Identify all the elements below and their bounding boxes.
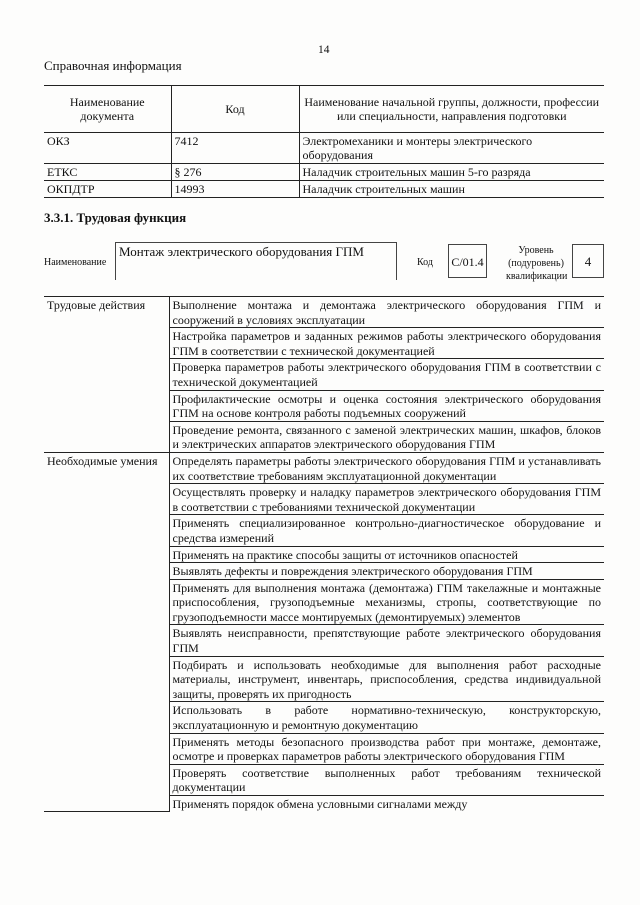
item-cell: Осуществлять проверку и наладку параметров электрического оборудования ГПМ в соответствии с требованиями технической документации [169, 484, 604, 515]
item-cell: Проверка параметров работы электрического оборудования ГПМ в соответствии с технической документацией [169, 359, 604, 390]
item-cell: Применять методы безопасного производства работ при монтаже, демонтаже, осмотре и проверках параметров работы электрического оборудования ГПМ [169, 733, 604, 764]
section-title: 3.3.1. Трудовая функция [44, 210, 187, 225]
item-cell: Настройка параметров и заданных режимов работы электрического оборудования ГПМ в соответствии с технической документацией [169, 328, 604, 359]
page-number: 14 [318, 44, 330, 56]
document-cell: ОКПДТР [44, 181, 171, 198]
table-row [44, 133, 604, 164]
qualification-level-label: Уровень (подуровень) квалификации [506, 245, 568, 282]
item-cell: Применять порядок обмена условными сигналами между [169, 796, 604, 812]
item-cell: Применять на практике способы защиты от источников опасностей [169, 546, 604, 563]
document-cell: ОКЗ [44, 133, 171, 164]
column-header-document: Наименование документа [44, 86, 171, 133]
table-row [44, 164, 604, 181]
table-row [44, 297, 604, 328]
group-title: Трудовые действия [44, 297, 169, 453]
code-cell: 14993 [171, 181, 299, 198]
item-cell: Выявлять неисправности, препятствующие работе электрического оборудования ГПМ [169, 625, 604, 656]
reference-table [44, 85, 604, 198]
function-name: Монтаж электрического оборудования ГПМ [115, 242, 397, 280]
table-row [44, 452, 604, 483]
name-cell: Электромеханики и монтеры электрического оборудования [299, 133, 604, 164]
item-cell: Использовать в работе нормативно-техническую, конструкторскую, эксплуатационную и ремонтную документацию [169, 702, 604, 733]
item-cell: Выявлять дефекты и повреждения электрического оборудования ГПМ [169, 563, 604, 580]
item-cell: Проведение ремонта, связанного с заменой электрических машин, шкафов, блоков и электрических аппаратов электрического оборудования ГПМ [169, 421, 604, 452]
column-header-name: Наименование начальной группы, должности, профессии или специальности, направления подготовки [299, 86, 604, 133]
document-cell: ЕТКС [44, 164, 171, 181]
code-cell: § 276 [171, 164, 299, 181]
function-name-label: Наименование [44, 257, 107, 268]
table-row [44, 181, 604, 198]
item-cell: Подбирать и использовать необходимые для выполнения работ расходные материалы, инструмент, инвентарь, приспособления, средства индивидуальной защиты, проверять их пригодность [169, 656, 604, 702]
item-cell: Применять специализированное контрольно-диагностическое оборудование и средства измерений [169, 515, 604, 546]
group-title: Необходимые умения [44, 452, 169, 811]
item-cell: Применять для выполнения монтажа (демонтажа) ГПМ такелажные и монтажные приспособления, грузоподъемные механизмы, стропы, соответствующие по грузоподъемности массе монтируемых (демонтируемых) элементов [169, 579, 604, 625]
name-cell: Наладчик строительных машин 5-го разряда [299, 164, 604, 181]
name-cell: Наладчик строительных машин [299, 181, 604, 198]
function-code: С/01.4 [448, 244, 487, 278]
column-header-code: Код [171, 86, 299, 133]
function-table [44, 296, 604, 812]
item-cell: Профилактические осмотры и оценка состояния электрического оборудования ГПМ на основе контроля работы подъемных сооружений [169, 390, 604, 421]
reference-heading: Справочная информация [44, 58, 182, 73]
qualification-level: 4 [572, 244, 604, 278]
item-cell: Выполнение монтажа и демонтажа электрического оборудования ГПМ и сооружений в условиях эксплуатации [169, 297, 604, 328]
code-cell: 7412 [171, 133, 299, 164]
code-label: Код [417, 257, 433, 268]
item-cell: Определять параметры работы электрического оборудования ГПМ и устанавливать их соответствие требованиям эксплуатационной документации [169, 452, 604, 483]
item-cell: Проверять соответствие выполненных работ требованиям технической документации [169, 764, 604, 795]
